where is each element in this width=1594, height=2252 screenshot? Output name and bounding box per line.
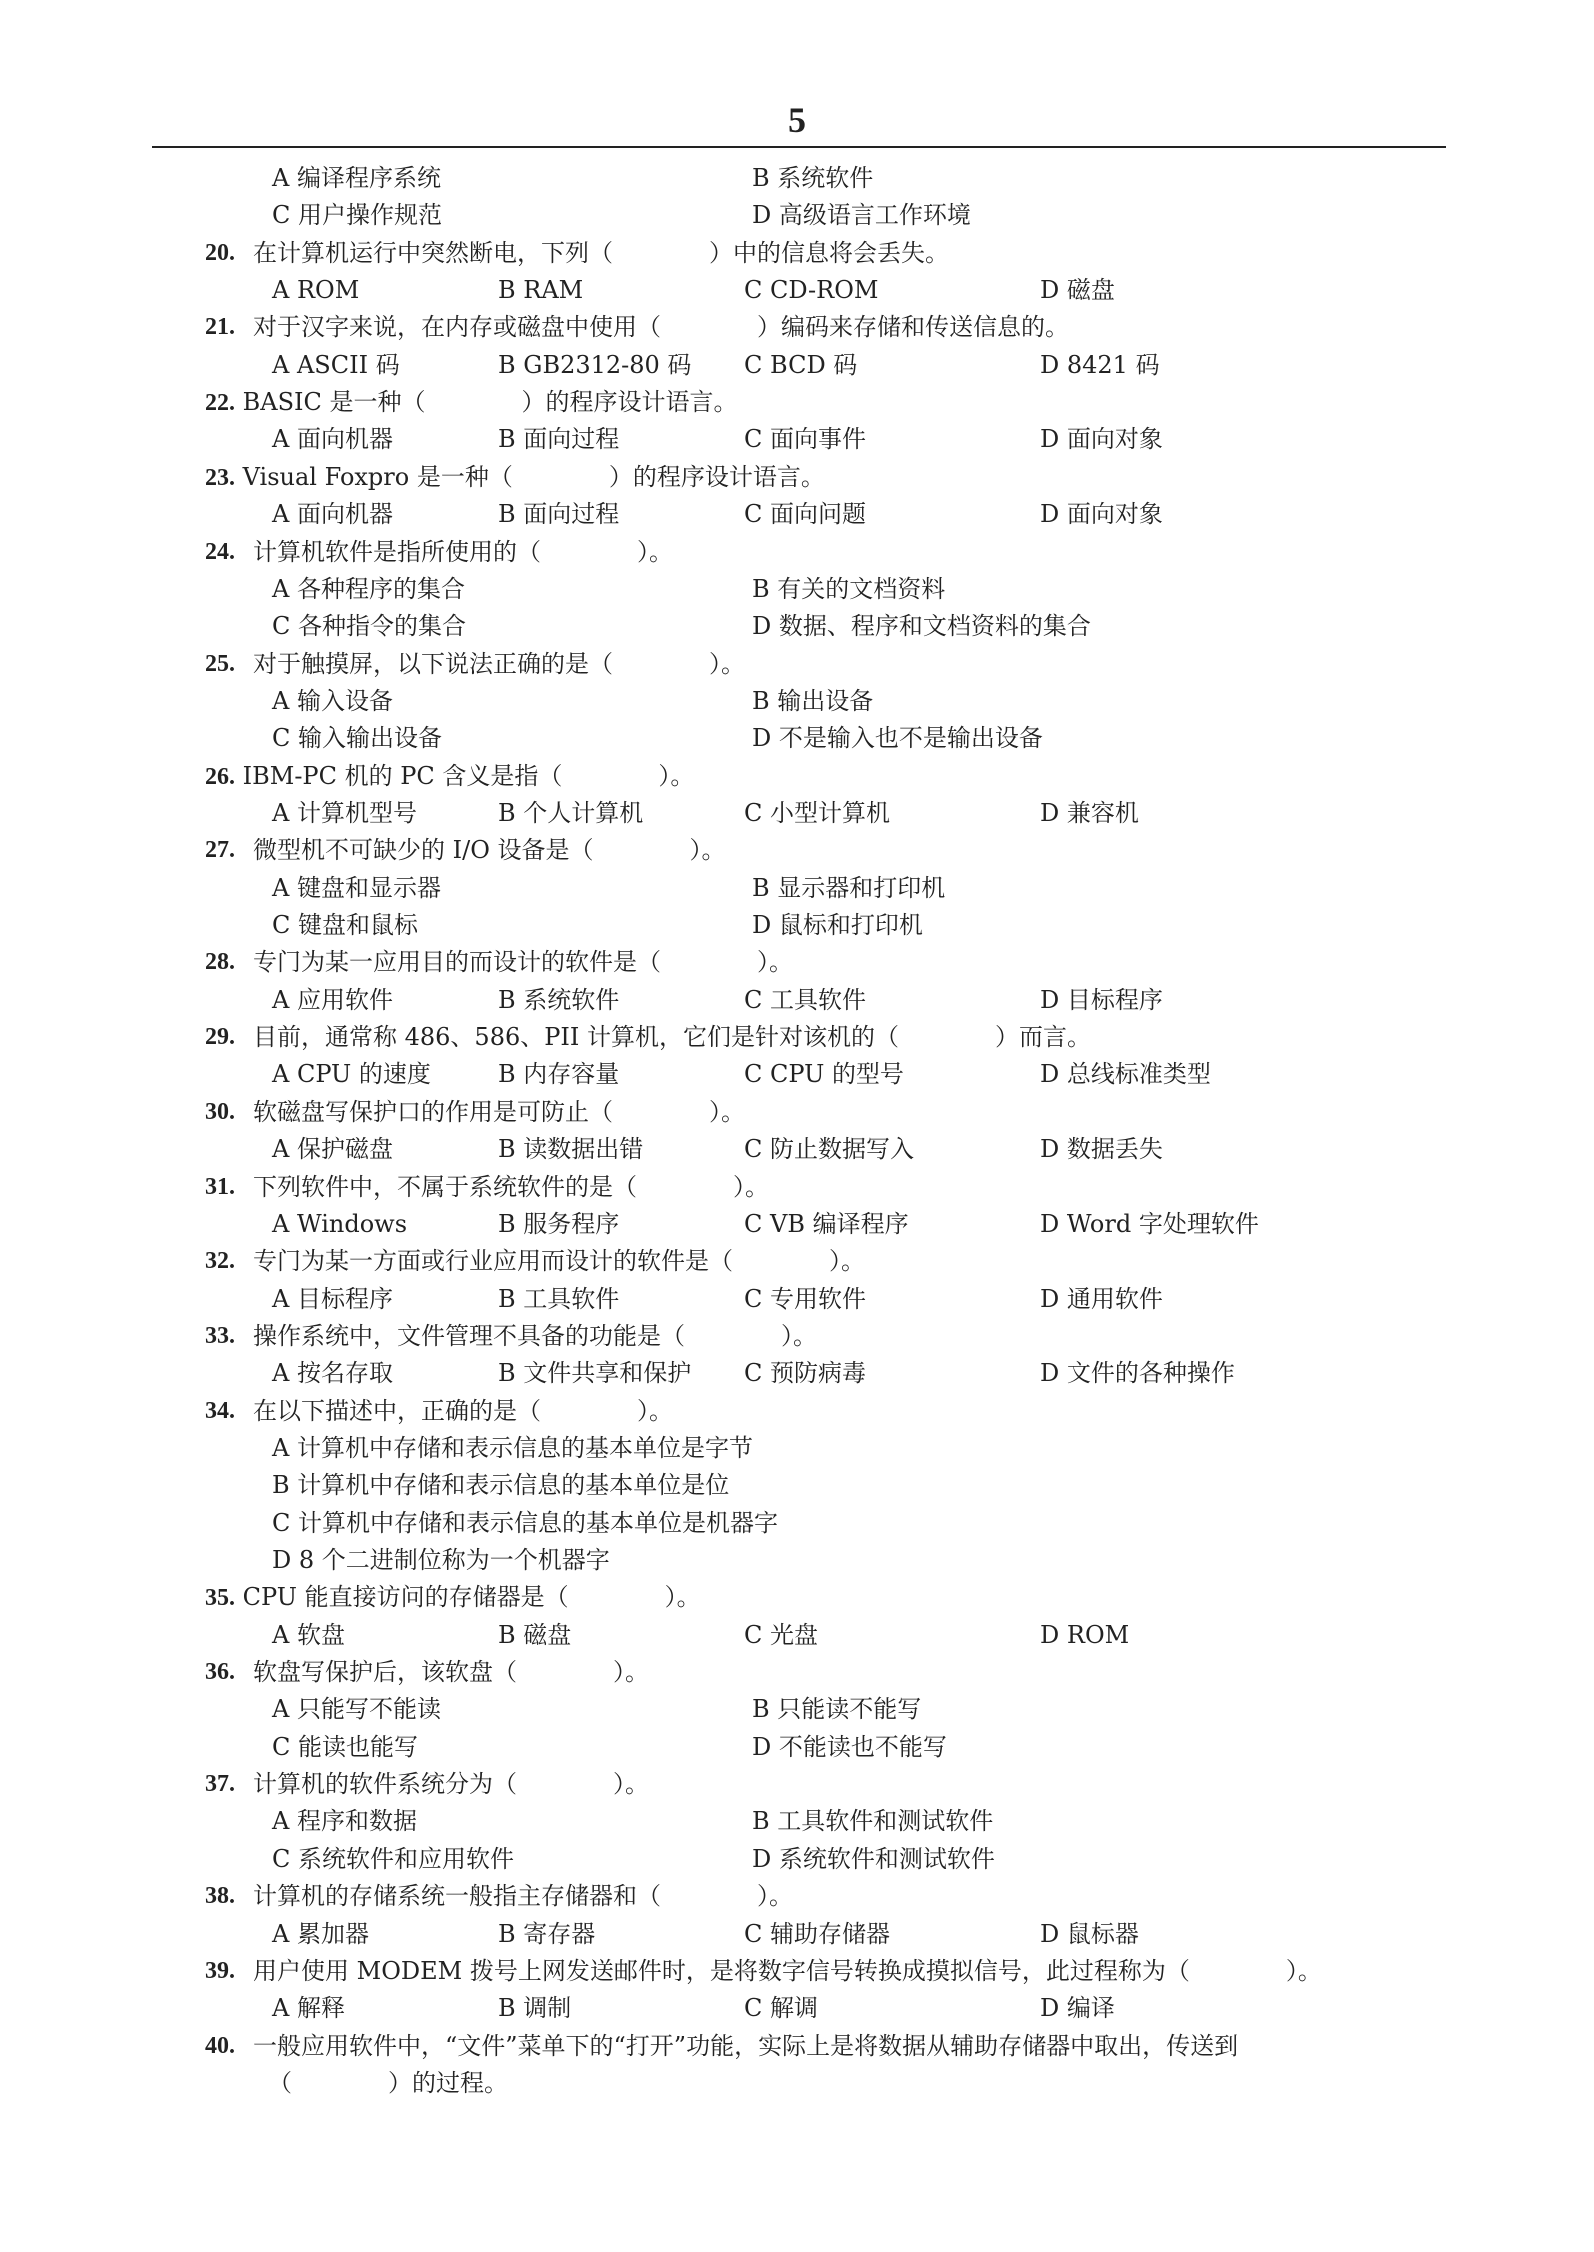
option: A 计算机型号 xyxy=(272,799,417,827)
question-stem xyxy=(205,384,738,422)
option: C VB 编译程序 xyxy=(744,1209,909,1238)
question-number: 40. xyxy=(205,2032,235,2059)
question-text-continued: （ ）的过程。 xyxy=(268,2068,508,2097)
option: D 鼠标器 xyxy=(1040,1919,1139,1948)
question-text: 操作系统中，文件管理不具备的功能是（ ）。 xyxy=(253,1321,817,1350)
question-text: 一般应用软件中，“文件”菜单下的“打开”功能，实际上是将数据从辅助存储器中取出，传送到 xyxy=(253,2031,1239,2060)
option: B 计算机中存储和表示信息的基本单位是位 xyxy=(272,1471,730,1500)
question-text: 计算机的存储系统一般指主存储器和（ ）。 xyxy=(253,1882,793,1911)
question-number: 27. xyxy=(205,837,235,864)
option: C 系统软件和应用软件 xyxy=(272,1844,514,1873)
option-row xyxy=(0,496,1594,533)
option: B 工具软件 xyxy=(498,1284,620,1313)
option: B 只能读不能写 xyxy=(752,1695,922,1724)
option-row xyxy=(0,1430,1594,1467)
option: D 不是输入也不是输出设备 xyxy=(752,724,1043,753)
question-text: 目前，通常称 486、586、PII 计算机，它们是针对该机的（ ）而言。 xyxy=(253,1023,1091,1052)
option: A ASCII 码 xyxy=(272,350,400,379)
option: B 面向过程 xyxy=(498,425,620,454)
option-row xyxy=(0,1729,1594,1766)
option: C 工具软件 xyxy=(744,985,866,1014)
option: C 各种指令的集合 xyxy=(272,612,466,641)
question-number: 34. xyxy=(205,1397,235,1424)
option: D 8421 码 xyxy=(1040,350,1160,379)
question-text: IBM-PC 机的 PC 含义是指（ ）。 xyxy=(235,761,695,790)
question-line xyxy=(0,1766,1594,1803)
question-text: 对于汉字来说，在内存或磁盘中使用（ ）编码来存储和传送信息的。 xyxy=(253,313,1069,342)
option: C 能读也能写 xyxy=(272,1732,418,1761)
option-row xyxy=(0,1916,1594,1953)
option: D 编译 xyxy=(1040,1994,1115,2023)
question-text: CPU 能直接访问的存储器是（ ）。 xyxy=(235,1583,701,1612)
option: B 内存容量 xyxy=(498,1060,620,1089)
question-text: 微型机不可缺少的 I/O 设备是（ ）。 xyxy=(253,836,726,865)
option: B 寄存器 xyxy=(498,1919,596,1948)
option-row xyxy=(0,1467,1594,1504)
question-line xyxy=(0,459,1594,496)
option: C CPU 的型号 xyxy=(744,1060,904,1089)
question-line xyxy=(0,1579,1594,1616)
option: B 文件共享和保护 xyxy=(498,1359,692,1388)
option: C 面向问题 xyxy=(744,500,866,529)
question-number: 28. xyxy=(205,949,235,976)
option-row xyxy=(0,1990,1594,2027)
question-text: 专门为某一方面或行业应用而设计的软件是（ ）。 xyxy=(253,1247,865,1276)
question-line xyxy=(0,1169,1594,1206)
option: C 输入输出设备 xyxy=(272,724,442,753)
option: B 个人计算机 xyxy=(498,799,644,827)
question-number: 30. xyxy=(205,1098,235,1125)
page-number: 5 xyxy=(788,100,806,140)
option-row xyxy=(0,982,1594,1019)
option: C 防止数据写入 xyxy=(744,1135,914,1164)
option-row xyxy=(0,720,1594,757)
question-line xyxy=(0,534,1594,571)
question-number: 21. xyxy=(205,314,235,341)
question-number: 33. xyxy=(205,1322,235,1349)
option: A 只能写不能读 xyxy=(272,1695,441,1724)
question-stem xyxy=(205,459,825,497)
option: D 目标程序 xyxy=(1040,985,1163,1014)
option: D 数据、程序和文档资料的集合 xyxy=(752,612,1091,641)
option: B 读数据出错 xyxy=(498,1135,644,1164)
question-stem xyxy=(205,1579,701,1617)
option-row xyxy=(0,160,1594,197)
question-line xyxy=(0,1094,1594,1131)
option: B GB2312-80 码 xyxy=(498,350,692,379)
question-line xyxy=(0,832,1594,869)
option: C 解调 xyxy=(744,1994,818,2023)
option-row xyxy=(0,1803,1594,1840)
question-line xyxy=(0,1654,1594,1691)
question-number: 22. xyxy=(205,390,235,417)
question-number: 24. xyxy=(205,538,235,565)
option-row xyxy=(0,571,1594,608)
question-text: 专门为某一应用目的而设计的软件是（ ）。 xyxy=(253,948,793,977)
header-rule xyxy=(152,146,1446,148)
option-row xyxy=(0,1505,1594,1542)
question-line xyxy=(0,235,1594,272)
option: A 目标程序 xyxy=(272,1284,393,1313)
option-row xyxy=(0,1617,1594,1654)
option: D 面向对象 xyxy=(1040,425,1163,454)
question-number: 23. xyxy=(205,464,235,491)
option: B 输出设备 xyxy=(752,686,874,715)
option: A 键盘和显示器 xyxy=(272,873,441,902)
question-number: 20. xyxy=(205,239,235,266)
question-line xyxy=(0,2028,1594,2065)
option: D 总线标准类型 xyxy=(1040,1060,1211,1089)
option: D 文件的各种操作 xyxy=(1040,1359,1235,1388)
option-row xyxy=(0,870,1594,907)
option: D ROM xyxy=(1040,1620,1130,1649)
question-number: 37. xyxy=(205,1771,235,1797)
question-number: 25. xyxy=(205,650,235,677)
option: D 8 个二进制位称为一个机器字 xyxy=(272,1546,610,1574)
option: B 磁盘 xyxy=(498,1620,572,1649)
question-line xyxy=(0,646,1594,683)
option-row xyxy=(0,1131,1594,1168)
question-line xyxy=(0,1953,1594,1990)
option-row xyxy=(0,907,1594,944)
option-row xyxy=(0,1355,1594,1392)
option-row xyxy=(0,1542,1594,1579)
option: A 编译程序系统 xyxy=(272,164,441,192)
question-number: 36. xyxy=(205,1659,235,1685)
option: C 用户操作规范 xyxy=(272,201,442,230)
question-line xyxy=(0,758,1594,795)
option: C 键盘和鼠标 xyxy=(272,911,418,939)
option: A Windows xyxy=(272,1209,408,1238)
question-number: 29. xyxy=(205,1024,235,1051)
option: B 显示器和打印机 xyxy=(752,873,946,902)
question-number: 39. xyxy=(205,1957,235,1984)
option-row xyxy=(0,1841,1594,1878)
option: C 计算机中存储和表示信息的基本单位是机器字 xyxy=(272,1508,778,1537)
option: A 计算机中存储和表示信息的基本单位是字节 xyxy=(272,1433,753,1462)
option-row xyxy=(0,197,1594,234)
question-line xyxy=(0,384,1594,421)
option-row xyxy=(0,1281,1594,1318)
option-row xyxy=(0,683,1594,720)
question-text: 下列软件中，不属于系统软件的是（ ）。 xyxy=(253,1172,769,1201)
option: C 专用软件 xyxy=(744,1284,866,1313)
question-text: 软磁盘写保护口的作用是可防止（ ）。 xyxy=(253,1097,745,1126)
question-continuation xyxy=(0,2065,1594,2102)
question-text: 用户使用 MODEM 拨号上网发送邮件时，是将数字信号转换成摸拟信号，此过程称为（ ）。 xyxy=(253,1956,1322,1985)
option: D 数据丢失 xyxy=(1040,1135,1163,1164)
option: C 预防病毒 xyxy=(744,1359,866,1388)
option: B RAM xyxy=(498,276,584,305)
option: D 通用软件 xyxy=(1040,1284,1163,1313)
option: A 按名存取 xyxy=(272,1359,393,1388)
option-row xyxy=(0,1691,1594,1728)
question-stem xyxy=(205,758,694,796)
option: A 面向机器 xyxy=(272,425,393,454)
question-text: 计算机软件是指所使用的（ ）。 xyxy=(253,537,673,566)
option: B 面向过程 xyxy=(498,500,620,529)
option: C 面向事件 xyxy=(744,425,866,454)
option: A CPU 的速度 xyxy=(272,1060,431,1089)
option: A 输入设备 xyxy=(272,686,393,715)
question-number: 35. xyxy=(205,1585,235,1612)
question-text: 计算机的软件系统分为（ ）。 xyxy=(253,1770,649,1798)
question-text: Visual Foxpro 是一种（ ）的程序设计语言。 xyxy=(235,462,825,491)
question-number: 32. xyxy=(205,1248,235,1275)
question-text: 软盘写保护后，该软盘（ ）。 xyxy=(253,1658,649,1686)
option-row xyxy=(0,1056,1594,1093)
option: C CD-ROM xyxy=(744,276,879,305)
option: A 解释 xyxy=(272,1994,345,2023)
option: C BCD 码 xyxy=(744,350,858,379)
option: D 磁盘 xyxy=(1040,276,1115,305)
option: C 光盘 xyxy=(744,1620,818,1649)
option-row xyxy=(0,1206,1594,1243)
question-number: 26. xyxy=(205,763,235,790)
option: B 服务程序 xyxy=(498,1209,620,1238)
question-number: 38. xyxy=(205,1883,235,1910)
option: A 累加器 xyxy=(272,1919,369,1948)
option: C 小型计算机 xyxy=(744,799,890,827)
option: A 面向机器 xyxy=(272,500,393,529)
option-row xyxy=(0,421,1594,458)
question-text: 在以下描述中，正确的是（ ）。 xyxy=(253,1396,673,1425)
option: C 辅助存储器 xyxy=(744,1919,890,1948)
option: D 兼容机 xyxy=(1040,799,1139,827)
question-number: 31. xyxy=(205,1173,235,1200)
option: B 调制 xyxy=(498,1994,572,2023)
option-row xyxy=(0,347,1594,384)
question-text: BASIC 是一种（ ）的程序设计语言。 xyxy=(235,388,738,417)
option: A ROM xyxy=(272,276,360,305)
option: D 不能读也不能写 xyxy=(752,1732,947,1761)
option-row xyxy=(0,608,1594,645)
option: A 应用软件 xyxy=(272,985,393,1014)
option: B 系统软件 xyxy=(752,164,874,192)
question-text: 对于触摸屏，以下说法正确的是（ ）。 xyxy=(253,649,745,678)
question-line xyxy=(0,1243,1594,1280)
question-line xyxy=(0,1318,1594,1355)
option: B 系统软件 xyxy=(498,985,620,1014)
question-line xyxy=(0,309,1594,346)
option: D 鼠标和打印机 xyxy=(752,911,923,939)
option: B 工具软件和测试软件 xyxy=(752,1807,994,1836)
option: D Word 字处理软件 xyxy=(1040,1209,1259,1238)
question-line xyxy=(0,1878,1594,1915)
option: D 面向对象 xyxy=(1040,500,1163,529)
option: A 程序和数据 xyxy=(272,1807,417,1836)
option: A 各种程序的集合 xyxy=(272,574,465,603)
question-line xyxy=(0,1393,1594,1430)
option: D 高级语言工作环境 xyxy=(752,201,971,230)
option: A 保护磁盘 xyxy=(272,1135,393,1164)
option-row xyxy=(0,272,1594,309)
question-line xyxy=(0,1019,1594,1056)
question-text: 在计算机运行中突然断电，下列（ ）中的信息将会丢失。 xyxy=(253,238,949,267)
option: B 有关的文档资料 xyxy=(752,574,946,603)
option-row xyxy=(0,795,1594,832)
option: D 系统软件和测试软件 xyxy=(752,1844,995,1873)
question-line xyxy=(0,944,1594,981)
option: A 软盘 xyxy=(272,1620,345,1649)
